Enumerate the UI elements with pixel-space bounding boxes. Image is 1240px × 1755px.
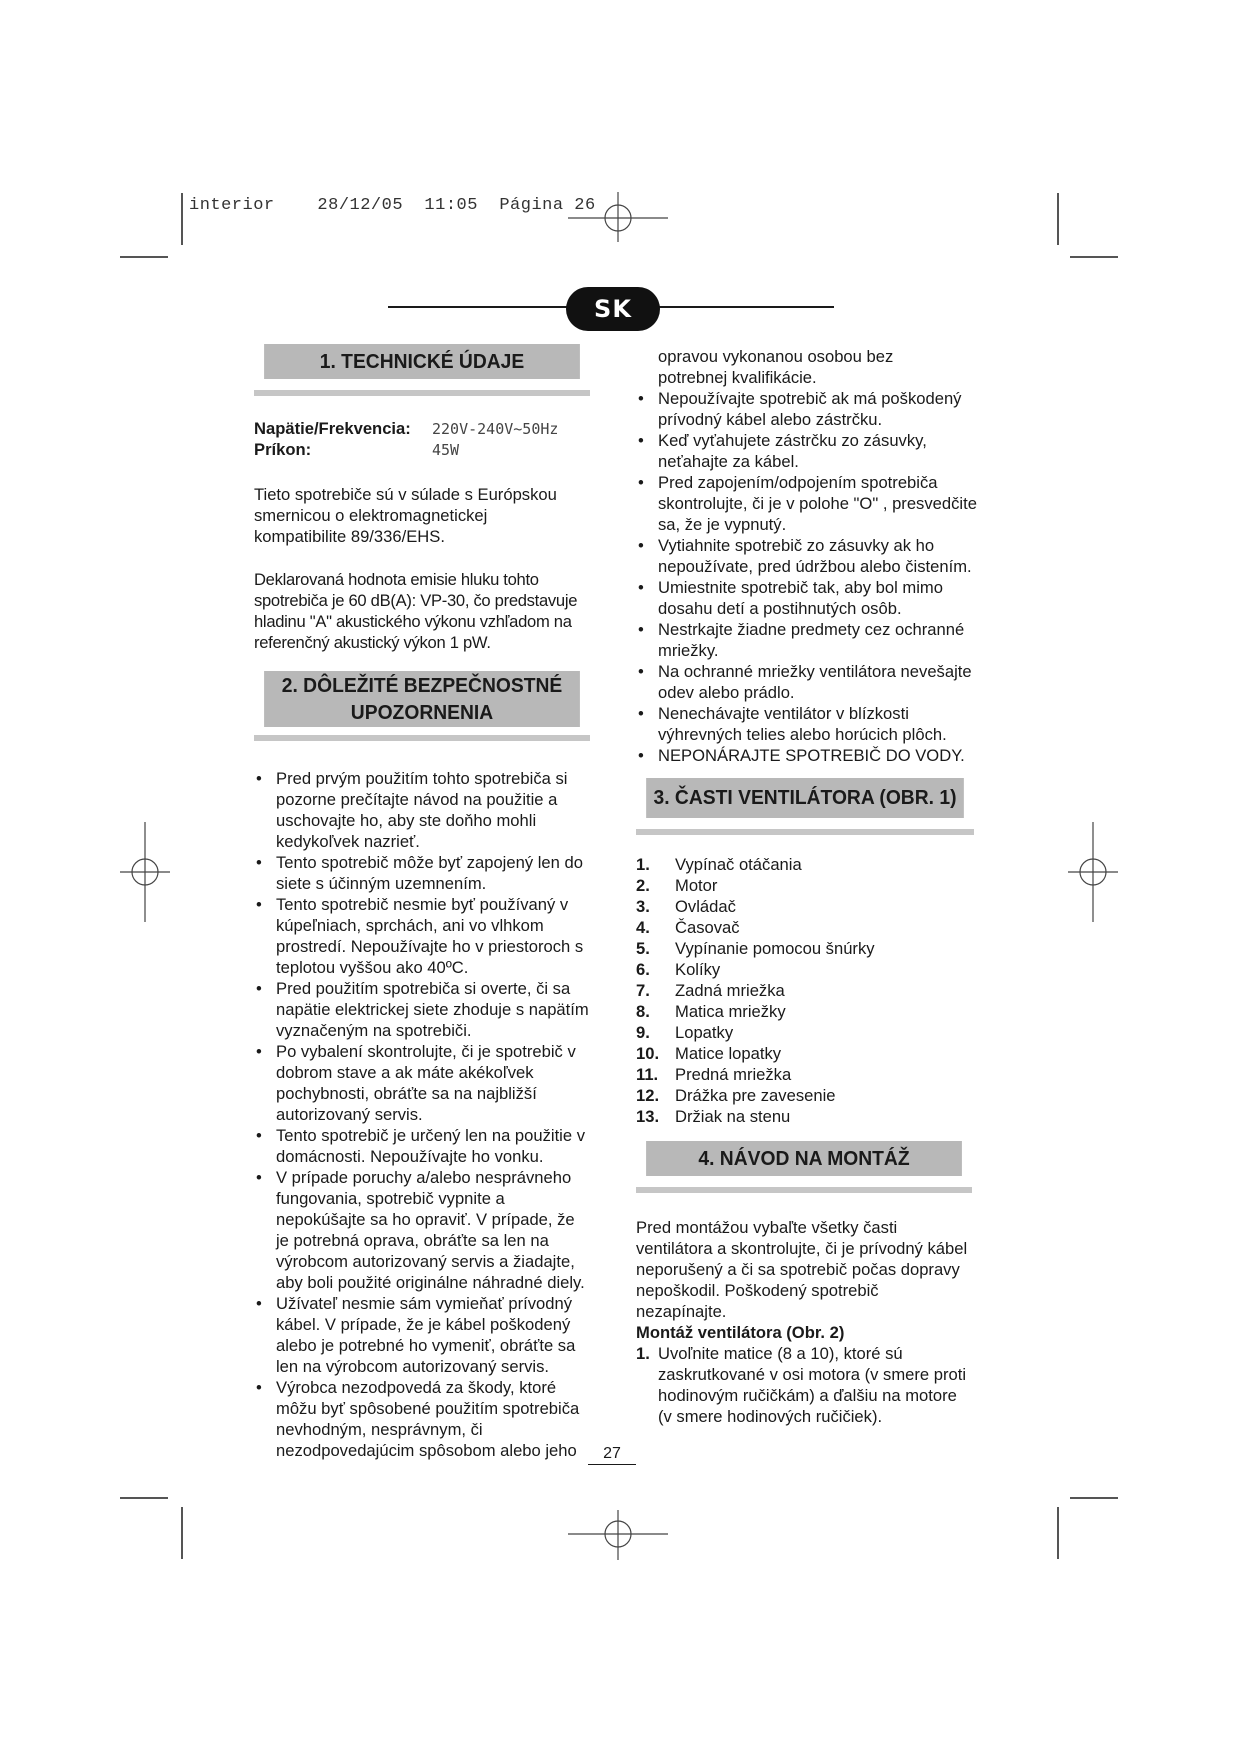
spec-row-voltage (254, 419, 590, 440)
assembly-intro-paragraph: Pred montážou vybaľte všetky časti ventilátora a skontrolujte, či je prívodný kábel neporušený a či sa spotrebič počas dopravy nepoškodil. Poškodený spotrebič nezapínajte. (636, 1218, 968, 1321)
section-1-title-text: 1. TECHNICKÉ ÚDAJE (319, 349, 525, 373)
crop-mark-top-left-v (181, 193, 183, 245)
list-item-text: Časovač (675, 918, 740, 937)
list-item-number: 9. (636, 1023, 650, 1042)
list-item (636, 959, 981, 980)
list-item (636, 1022, 981, 1043)
list-item: • Tento spotrebič je určený len na použitie v domácnosti. Nepoužívajte ho vonku. (254, 1125, 590, 1167)
list-item: • V prípade poruchy a/alebo nesprávneho fungovania, spotrebič vypnite a nepokúšajte sa ho opraviť. V prípade, že je potrebná oprava, obráťte sa len na výrobcom autorizovaný servis a žiadajte, aby boli použité originálne náhradné diely. (254, 1167, 590, 1293)
list-item: • Vytiahnite spotrebič zo zásuvky ak ho nepoužívate, pred údržbou alebo čistením. (636, 535, 981, 577)
assembly-step-text: Uvoľnite matice (8 a 10), ktoré sú zaskrutkované v osi motora (v smere proti hodinovým ručičkám) a ďalšiu na motore (v smere hodinových ručičiek). (658, 1344, 967, 1426)
section-2-title (264, 671, 580, 727)
assembly-heading: Montáž ventilátora (Obr. 2) (636, 1323, 845, 1342)
list-item (636, 980, 981, 1001)
list-item: • Na ochranné mriežky ventilátora nevešajte odev alebo prádlo. (636, 661, 981, 703)
list-item (636, 1001, 981, 1022)
section-2-underline (254, 735, 590, 741)
list-item (636, 1106, 981, 1127)
list-item: • Nepoužívajte spotrebič ak má poškodený prívodný kábel alebo zástrčku. (636, 388, 981, 430)
noise-paragraph: Deklarovaná hodnota emisie hluku tohto spotrebiča je 60 dB(A): VP-30, čo predstavuje hladinu "A" akustického výkonu vzhľadom na referenčný akustický výkon 1 pW. (254, 570, 578, 652)
section-4-underline (636, 1187, 972, 1193)
list-item: • Nestrkajte žiadne predmety cez ochranné mriežky. (636, 619, 981, 661)
registration-mark-left-icon (120, 822, 170, 922)
crop-mark-top-left-h (120, 256, 168, 258)
list-item-number: 5. (636, 939, 650, 958)
spec-table (254, 419, 590, 461)
assembly-step (636, 1343, 972, 1427)
safety-warnings-list (254, 768, 590, 1461)
list-item-text: Ovládač (675, 897, 736, 916)
section-3-underline (636, 829, 974, 835)
list-item-number: 2. (636, 876, 650, 895)
registration-mark-right-icon (1068, 822, 1118, 922)
list-item-number: 1. (636, 855, 650, 874)
spec-value: 45W (432, 441, 460, 459)
list-item-text: Matica mriežky (675, 1002, 786, 1021)
fan-parts-list (636, 854, 981, 1127)
list-item: • Keď vyťahujete zástrčku zo zásuvky, neťahajte za kábel. (636, 430, 981, 472)
header-rule-left (388, 306, 578, 308)
crop-mark-bottom-left-v (181, 1507, 183, 1559)
emc-paragraph: Tieto spotrebiče sú v súlade s Európskou smernicou o elektromagnetickej kompatibilite 89/336/EHS. (254, 485, 557, 546)
list-item (636, 854, 981, 875)
list-item-number: 13. (636, 1107, 660, 1126)
section-4-title-text: 4. NÁVOD NA MONTÁŽ (698, 1146, 910, 1170)
right-column (636, 346, 981, 1427)
list-item (636, 917, 981, 938)
crop-mark-bottom-right-v (1057, 1507, 1059, 1559)
list-item-text: Predná mriežka (675, 1065, 792, 1084)
safety-warnings-list-continued (636, 388, 981, 766)
list-item: • Pred použitím spotrebiča si overte, či sa napätie elektrickej siete zhoduje s napätím vyznačeným na spotrebiči. (254, 978, 590, 1041)
registration-mark-bottom-icon (568, 1510, 668, 1560)
list-item-number: 3. (636, 897, 650, 916)
crop-mark-bottom-right-h (1070, 1497, 1118, 1499)
spec-label: Napätie/Frekvencia: (254, 419, 411, 438)
continuation-text: opravou vykonanou osobou bez potrebnej kvalifikácie. (658, 347, 894, 387)
list-item: • Po vybalení skontrolujte, či je spotrebič v dobrom stave a ak máte akékoľvek pochybnosti, obráťte sa na najbližší autorizovaný servis. (254, 1041, 590, 1125)
spec-value: 220V-240V~50Hz (432, 420, 559, 438)
list-item-text: Kolíky (675, 960, 721, 979)
section-3-title (646, 778, 964, 818)
list-item (636, 1064, 981, 1085)
list-item-text: Vypínanie pomocou šnúrky (675, 939, 875, 958)
list-item: • Pred zapojením/odpojením spotrebiča skontrolujte, či je v polohe "O" , presvedčite sa, že je vypnutý. (636, 472, 981, 535)
section-2-title-line-1: 2. DÔLEŽITÉ BEZPEČNOSTNÉ (281, 674, 563, 697)
list-item: • Užívateľ nesmie sám vymieňať prívodný kábel. V prípade, že je kábel poškodený alebo je potrebné ho vymeniť, obráťte sa len na výrobcom autorizovaný servis. (254, 1293, 590, 1377)
list-item-text: Vypínač otáčania (675, 855, 802, 874)
list-item-text: Lopatky (675, 1023, 734, 1042)
list-item (636, 875, 981, 896)
header-rule-right (650, 306, 834, 308)
list-item: • Pred prvým použitím tohto spotrebiča si pozorne prečítajte návod na použitie a uschovajte ho, aby ste doňho mohli kedykoľvek nazrieť. (254, 768, 590, 852)
list-item-number: 10. (636, 1044, 660, 1063)
list-item-text: Zadná mriežka (675, 981, 785, 1000)
list-item: • Umiestnite spotrebič tak, aby bol mimo dosahu detí a postihnutých osôb. (636, 577, 981, 619)
list-item: • Tento spotrebič môže byť zapojený len do siete s účinným uzemnením. (254, 852, 590, 894)
list-item-number: 8. (636, 1002, 650, 1021)
page-number: 27 (588, 1445, 636, 1465)
list-item-text: Držiak na stenu (675, 1107, 791, 1126)
list-item-text: Matice lopatky (675, 1044, 782, 1063)
list-item-number: 7. (636, 981, 650, 1000)
crop-mark-top-right-h (1070, 256, 1118, 258)
list-item-text: Motor (675, 876, 718, 895)
list-item-text: Drážka pre zavesenie (675, 1086, 836, 1105)
list-item (636, 1085, 981, 1106)
list-item-number: 4. (636, 918, 650, 937)
list-item-number: 11. (636, 1065, 659, 1084)
spec-row-power (254, 440, 590, 461)
list-item (636, 938, 981, 959)
spec-label: Príkon: (254, 440, 312, 459)
list-item (636, 1043, 981, 1064)
section-2-title-line-2: UPOZORNENIA (350, 701, 494, 724)
section-1-title (264, 344, 580, 379)
registration-mark-top-icon (568, 192, 668, 242)
section-3-title-text: 3. ČASTI VENTILÁTORA (OBR. 1) (653, 786, 957, 809)
section-4-title (646, 1141, 962, 1176)
left-column (254, 344, 590, 1461)
assembly-step-number: 1. (636, 1344, 650, 1363)
list-item: • NEPONÁRAJTE SPOTREBIČ DO VODY. (636, 745, 981, 766)
crop-mark-bottom-left-h (120, 1497, 168, 1499)
crop-mark-top-right-v (1057, 193, 1059, 245)
print-slug: interior 28/12/05 11:05 Página 26 (189, 196, 596, 215)
section-1-underline (254, 390, 590, 396)
language-badge: SK (566, 287, 660, 331)
list-item-number: 12. (636, 1086, 660, 1105)
list-item: • Nenechávajte ventilátor v blízkosti výhrevných telies alebo horúcich plôch. (636, 703, 981, 745)
list-item-number: 6. (636, 960, 650, 979)
list-item: • Výrobca nezodpovedá za škody, ktoré môžu byť spôsobené použitím spotrebiča nevhodným, nesprávnym, či nezodpovedajúcim spôsobom alebo jeho (254, 1377, 590, 1461)
list-item (636, 896, 981, 917)
list-item: • Tento spotrebič nesmie byť používaný v kúpeľniach, sprchách, ani vo vlhkom prostredí. Nepoužívajte ho v priestoroch s teplotou vyššou ako 40ºC. (254, 894, 590, 978)
